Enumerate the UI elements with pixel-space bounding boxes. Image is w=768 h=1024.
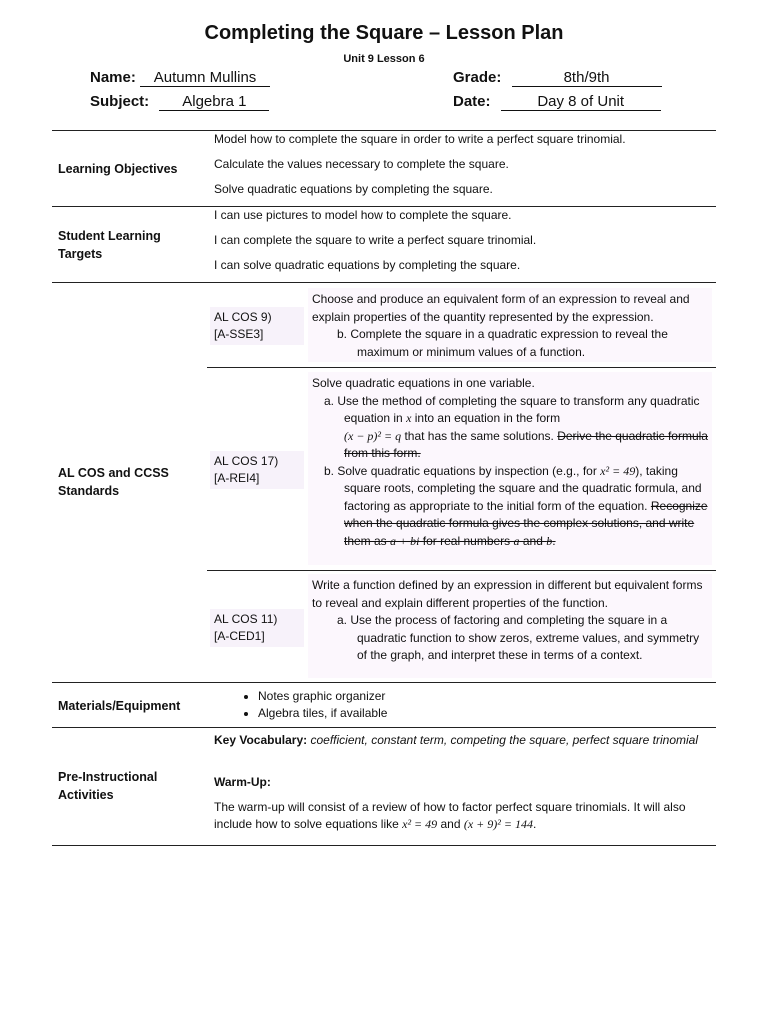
- standard-code: [210, 307, 304, 345]
- preinstructional-label-line1: Pre-Instructional: [58, 770, 158, 784]
- name-label: Name:: [90, 69, 136, 86]
- math-run: b: [546, 533, 553, 548]
- date-value: Day 8 of Unit: [501, 93, 661, 111]
- objective-item: Model how to complete the square in order to write a perfect square trinomial.: [214, 132, 626, 146]
- strike-run: Recognize when the quadratic formula gives the complex solutions, and write them as: [344, 498, 708, 548]
- page-subtitle: Unit 9 Lesson 6: [343, 53, 425, 65]
- text-run: .: [532, 817, 537, 831]
- targets-label-line1: Student Learning: [58, 229, 161, 243]
- standard-code: [210, 609, 304, 647]
- strike-run: and: [519, 533, 547, 548]
- standard-code-line: AL COS 9): [214, 310, 272, 324]
- target-item: I can use pictures to model how to complete the square.: [214, 208, 512, 222]
- standard-code-line: [A-SSE3]: [214, 327, 264, 341]
- text-run: into an equation in the form: [411, 411, 561, 425]
- standard-sub-item: [312, 393, 708, 463]
- text-run: and: [437, 817, 464, 831]
- math-run: x: [406, 411, 412, 425]
- list-item: • Algebra tiles, if available: [258, 705, 387, 722]
- standards-subrule: [207, 367, 716, 368]
- math-run: a + bi: [390, 533, 420, 548]
- standard-code-line: [A-REI4]: [214, 471, 260, 485]
- materials-label: Materials/Equipment: [58, 699, 181, 713]
- standard-text: [308, 574, 712, 678]
- grade-label: Grade:: [453, 69, 502, 86]
- standard-sub-item: b. Complete the square in a quadratic expression to reveal the maximum or minimum values of a function.: [337, 327, 668, 359]
- preinstructional-label-line2: Activities: [58, 788, 114, 802]
- date-label: Date:: [453, 93, 491, 110]
- text-run: a. Use the method of completing the square to transform any quadratic equation in: [324, 393, 700, 425]
- strike-run: .: [552, 533, 556, 548]
- grade-field: [453, 69, 662, 87]
- key-vocabulary: [214, 732, 709, 749]
- standard-text: [308, 288, 712, 362]
- text-run: that has the same solutions.: [401, 428, 558, 443]
- warmup-label: Warm-Up:: [214, 775, 271, 789]
- objective-item: Solve quadratic equations by completing the square.: [214, 182, 493, 196]
- standard-intro: Choose and produce an equivalent form of an expression to reveal and explain properties of the quantity represented by the expression.: [312, 292, 690, 324]
- standard-sub-item: a. Use the process of factoring and completing the square in a quadratic function to show zeros, extreme values, and symmetry of the graph, and interpret these in terms of a context.: [337, 613, 700, 662]
- math-run: (x + 9)² = 144: [463, 817, 533, 831]
- page-title: Completing the Square – Lesson Plan: [204, 22, 564, 44]
- target-item: I can complete the square to write a perfect square trinomial.: [214, 233, 537, 247]
- standard-text: [308, 372, 712, 565]
- standards-label-line1: AL COS and CCSS: [58, 466, 169, 480]
- standard-code-line: AL COS 11): [214, 612, 278, 626]
- subject-value: Algebra 1: [159, 93, 269, 111]
- text-run: b. Solve quadratic equations by inspection (e.g., for: [324, 463, 601, 478]
- subject-label: Subject:: [90, 93, 150, 110]
- standard-code-line: AL COS 17): [214, 454, 279, 468]
- subject-field: [90, 93, 269, 111]
- standard-sub-item: [312, 463, 708, 551]
- table-rule: [52, 682, 716, 683]
- math-run: a: [513, 533, 520, 548]
- vocab-label: Key Vocabulary:: [214, 733, 308, 747]
- math-run: x² = 49: [600, 463, 636, 478]
- target-item: I can solve quadratic equations by completing the square.: [214, 258, 521, 272]
- date-field: [453, 93, 661, 111]
- text-run: ), taking square roots, completing the square and the quadratic formula, and factoring as appropriate to the initial form of the equation.: [344, 463, 702, 513]
- table-rule: [52, 845, 716, 846]
- vocab-text: coefficient, constant term, competing the square, perfect square trinomial: [307, 733, 699, 747]
- name-field: [90, 69, 270, 87]
- targets-label: [58, 227, 161, 263]
- targets-label-line2: Targets: [58, 247, 103, 261]
- standard-code: [210, 451, 304, 489]
- standard-code-line: [A-CED1]: [214, 629, 265, 643]
- list-item: • Notes graphic organizer: [258, 688, 387, 705]
- strike-run: Derive the quadratic formula from this form.: [344, 428, 708, 460]
- standard-intro: Solve quadratic equations in one variable.: [312, 376, 535, 390]
- objective-item: Calculate the values necessary to complete the square.: [214, 157, 509, 171]
- table-rule: [52, 727, 716, 728]
- table-rule: [52, 282, 716, 283]
- warmup-text: [214, 799, 709, 833]
- text-run: The warm-up will consist of a review of how to factor perfect square trinomials. It will also include how to solve equations like: [214, 800, 686, 831]
- name-value: Autumn Mullins: [140, 69, 270, 87]
- standards-label-line2: Standards: [58, 484, 120, 498]
- objectives-label: Learning Objectives: [58, 162, 178, 176]
- standards-label: [58, 464, 169, 500]
- standards-subrule: [207, 570, 716, 571]
- preinstructional-label: [58, 768, 157, 804]
- math-run: (x − p)² = q: [344, 428, 402, 443]
- strike-run: for real numbers: [419, 533, 514, 548]
- grade-value: 8th/9th: [512, 69, 662, 87]
- materials-list: [238, 688, 387, 722]
- math-run: x² = 49: [402, 817, 438, 831]
- standard-intro: Write a function defined by an expression in different but equivalent forms to reveal and explain different properties of the function.: [312, 578, 703, 610]
